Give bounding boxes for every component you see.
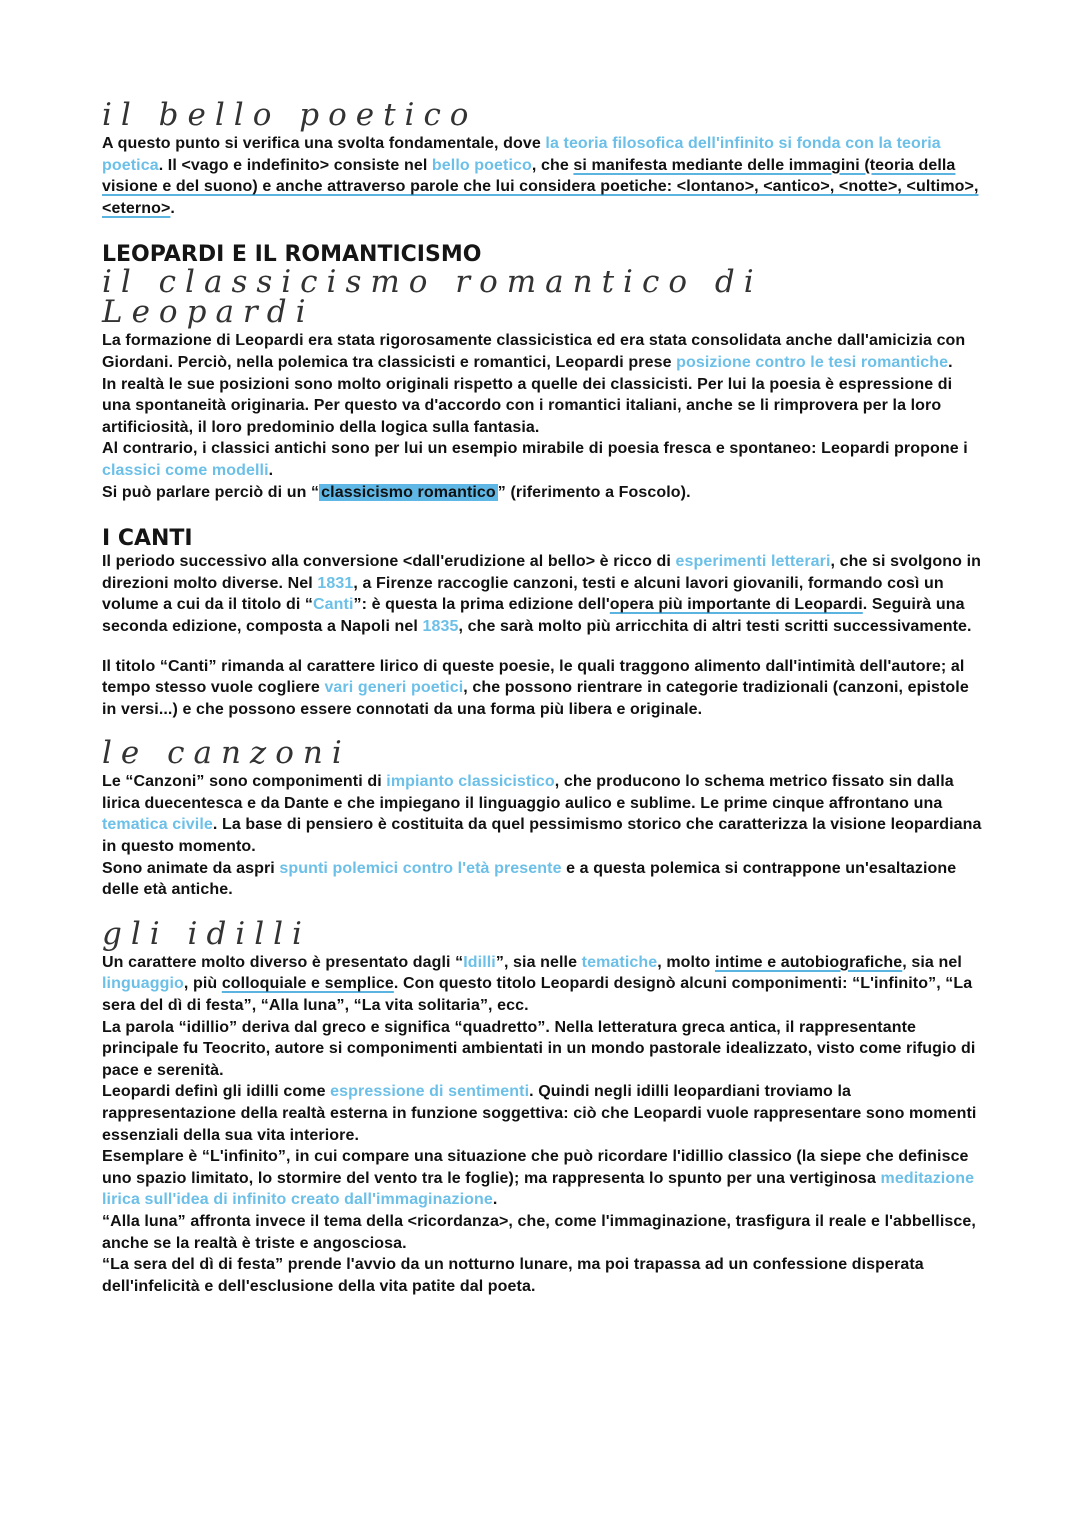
highlighted-text: meditazione lirica sull'idea di infinito creato dall'immaginazione <box>102 1169 975 1209</box>
highlighted-text: linguaggio <box>102 975 184 993</box>
paragraph <box>102 1254 982 1297</box>
highlighted-text: posizione contro le tesi romantiche <box>676 353 949 371</box>
text-run: “Alla luna” affronta invece il tema della <ricordanza>, che, come l'immaginazione, trasfigura il reale e l'abbellisce, anche se la realtà è triste e angosciosa. <box>102 1212 976 1252</box>
paragraph <box>102 1081 982 1146</box>
text-run: Il periodo successivo alla conversione <dall'erudizione al bello> è ricco di <box>102 553 676 571</box>
text-run: Esemplare è “L'infinito”, in cui compare una situazione che può ricordare l'idillio classico (la siepe che definisce uno spazio limitato, lo stormire del vento tra le foglie); ma rappresenta lo spunto per una vertiginosa <box>102 1148 969 1187</box>
highlighted-text: espressione di sentimenti <box>330 1083 530 1101</box>
paragraph <box>102 1146 982 1211</box>
highlighted-text: classici come modelli <box>102 461 269 479</box>
text-run: , che si svolgono in direzioni molto diverse. Nel <box>102 553 982 592</box>
marked-text: classicismo romantico <box>321 483 496 501</box>
highlighted-text: impianto classicistico <box>386 773 555 791</box>
paragraph <box>102 656 982 721</box>
highlighted-text: la teoria filosofica dell'infinito si fonda con la teoria poetica <box>102 135 941 174</box>
highlighted-text: Canti <box>313 596 354 614</box>
subtitle-classicismo-romantico: il classicismo romantico di Leopardi <box>102 264 763 331</box>
text-run: Un carattere molto diverso è presentato dagli “ <box>102 953 464 971</box>
highlighted-text: 1835 <box>422 617 459 635</box>
paragraph <box>102 330 982 373</box>
text-run: . Il <vago e indefinito> consiste nel <box>158 156 432 174</box>
text-run: ”, sia nelle <box>495 953 582 971</box>
underlined-text: opera più importante di Leopardi <box>609 596 863 614</box>
highlighted-text: vari generi poetici <box>324 679 464 697</box>
text-run: . Seguirà una seconda edizione, composta a Napoli nel <box>102 596 965 635</box>
paragraph <box>102 858 982 901</box>
paragraph <box>102 551 982 637</box>
text-run: . <box>268 461 274 479</box>
text-run: , che <box>531 156 574 174</box>
text-run: La formazione di Leopardi era stata rigorosamente classicistica ed era stata consolidata anche dall'amicizia con Giordani. Perciò, nella polemica tra classicisti e romantici, Leopardi prese <box>102 332 966 371</box>
subtitle-bello-poetico: il bello poetico <box>102 97 478 133</box>
section-canti <box>102 527 982 720</box>
text-run: La parola “idillio” deriva dal greco e significa “quadretto”. Nella letteratura greca antica, il rappresentante principale fu Teocrito, autore si componimenti ambientati in un mondo pastorale idealizzato, visto come rifugio di pace e serenità. <box>102 1018 976 1079</box>
text-run: In realtà le sue posizioni sono molto originali rispetto a quelle dei classicisti. Per lui la poesia è espressione di una spontaneità originaria. Per questo va d'accordo con i romantici italiani, anche se li rimprovera per la loro artificiosità, il loro predominio della logica sulla fantasia. <box>102 375 953 436</box>
text-run: Sono animate da aspri <box>102 859 280 877</box>
underlined-text: intime e autobiografiche <box>714 953 903 971</box>
text-run: ”: è questa la prima edizione dell' <box>353 596 610 614</box>
heading-i-canti: I CANTI <box>102 526 193 552</box>
highlighted-text: spunti polemici contro l'età presente <box>279 859 562 877</box>
text-run: . <box>492 1191 498 1209</box>
highlighted-text: 1831 <box>317 574 354 592</box>
underlined-text: colloquiale e semplice <box>221 975 394 993</box>
paragraph <box>102 952 982 1017</box>
document-page <box>102 97 982 1297</box>
subtitle-idilli: gli idilli <box>102 915 311 952</box>
text-run: Si può parlare perciò di un “ <box>102 483 320 501</box>
highlighted-text: Idilli <box>463 953 496 971</box>
text-run: Il titolo “Canti” rimanda al carattere lirico di queste poesie, le quali traggono alimento dall'intimità dell'autore; al tempo stesso vuole cogliere <box>102 657 965 697</box>
section-canzoni <box>102 735 982 901</box>
paragraph <box>102 1211 982 1254</box>
underlined-text: si manifesta mediante delle immagini (teoria della visione e del suono) e anche attraverso parole che lui considera poetiche: <lontano>, <antico>, <notte>, <ultimo>, <eterno> <box>102 156 979 217</box>
heading-leopardi-romanticismo: LEOPARDI E IL ROMANTICISMO <box>102 242 482 268</box>
paragraph <box>102 1017 982 1082</box>
text-run: “La sera del dì di festa” prende l'avvio da un notturno lunare, ma poi trapassa ad un confessione disperata dell'infelicità e dell'esclusione della vita patite dal poeta. <box>102 1256 924 1295</box>
highlighted-text: tematiche <box>581 953 658 971</box>
paragraph <box>102 374 982 439</box>
highlighted-text: bello poetico <box>431 156 532 174</box>
text-run: . Quindi negli idilli leopardiani troviamo la rappresentazione della realtà esterna in funzione soggettiva: ciò che Leopardi vuole rappresentare sono momenti essenziali della sua vita interiore. <box>102 1083 977 1144</box>
highlighted-text: esperimenti letterari <box>675 553 831 571</box>
text-run: . <box>170 199 175 217</box>
section-bello-poetico <box>102 97 982 219</box>
section-romanticismo <box>102 243 982 503</box>
text-run: Le “Canzoni” sono componimenti di <box>102 773 387 791</box>
text-run: A questo punto si verifica una svolta fondamentale, dove <box>102 135 546 152</box>
text-run: Leopardi definì gli idilli come <box>102 1083 331 1101</box>
text-run: ” (riferimento a Foscolo). <box>497 483 691 501</box>
text-run: . Con questo titolo Leopardi designò alcuni componimenti: “L'infinito”, “La sera del dì di festa”, “Alla luna”, “La vita solitaria”, ecc. <box>102 975 973 1015</box>
highlighted-text: tematica civile <box>102 816 213 834</box>
text-run: , più <box>183 975 222 993</box>
text-run: , sia nel <box>902 953 962 971</box>
text-run: , che producono lo schema metrico fissato sin dalla lirica duecentesca e da Dante e che impiegano il linguaggio aulico e sublime. Le prime cinque affrontano una <box>102 773 954 812</box>
paragraph <box>102 438 982 481</box>
text-run: . La base di pensiero è costituita da quel pessimismo storico che caratterizza la visione leopardiana in questo momento. <box>102 816 982 856</box>
paragraph <box>102 133 982 219</box>
text-run: e a questa polemica si contrappone un'esaltazione delle età antiche. <box>102 859 957 899</box>
text-run: , a Firenze raccoglie canzoni, testi e alcuni lavori giovanili, formando così un volume a cui da il titolo di “ <box>102 574 944 614</box>
section-idilli <box>102 915 982 1298</box>
paragraph <box>102 482 982 504</box>
text-run: , molto <box>657 953 715 971</box>
subtitle-canzoni: le canzoni <box>102 735 351 772</box>
paragraph <box>102 771 982 857</box>
text-run: , che possono rientrare in categorie tradizionali (canzoni, epistole in versi...) e che possono essere connotati da una forma più libera e originale. <box>102 679 969 718</box>
text-run: . <box>948 353 953 371</box>
text-run: Al contrario, i classici antichi sono per lui un esempio mirabile di poesia fresca e spontaneo: Leopardi propone i <box>102 440 968 458</box>
text-run: , che sarà molto più arricchita di altri testi scritti successivamente. <box>458 617 972 635</box>
